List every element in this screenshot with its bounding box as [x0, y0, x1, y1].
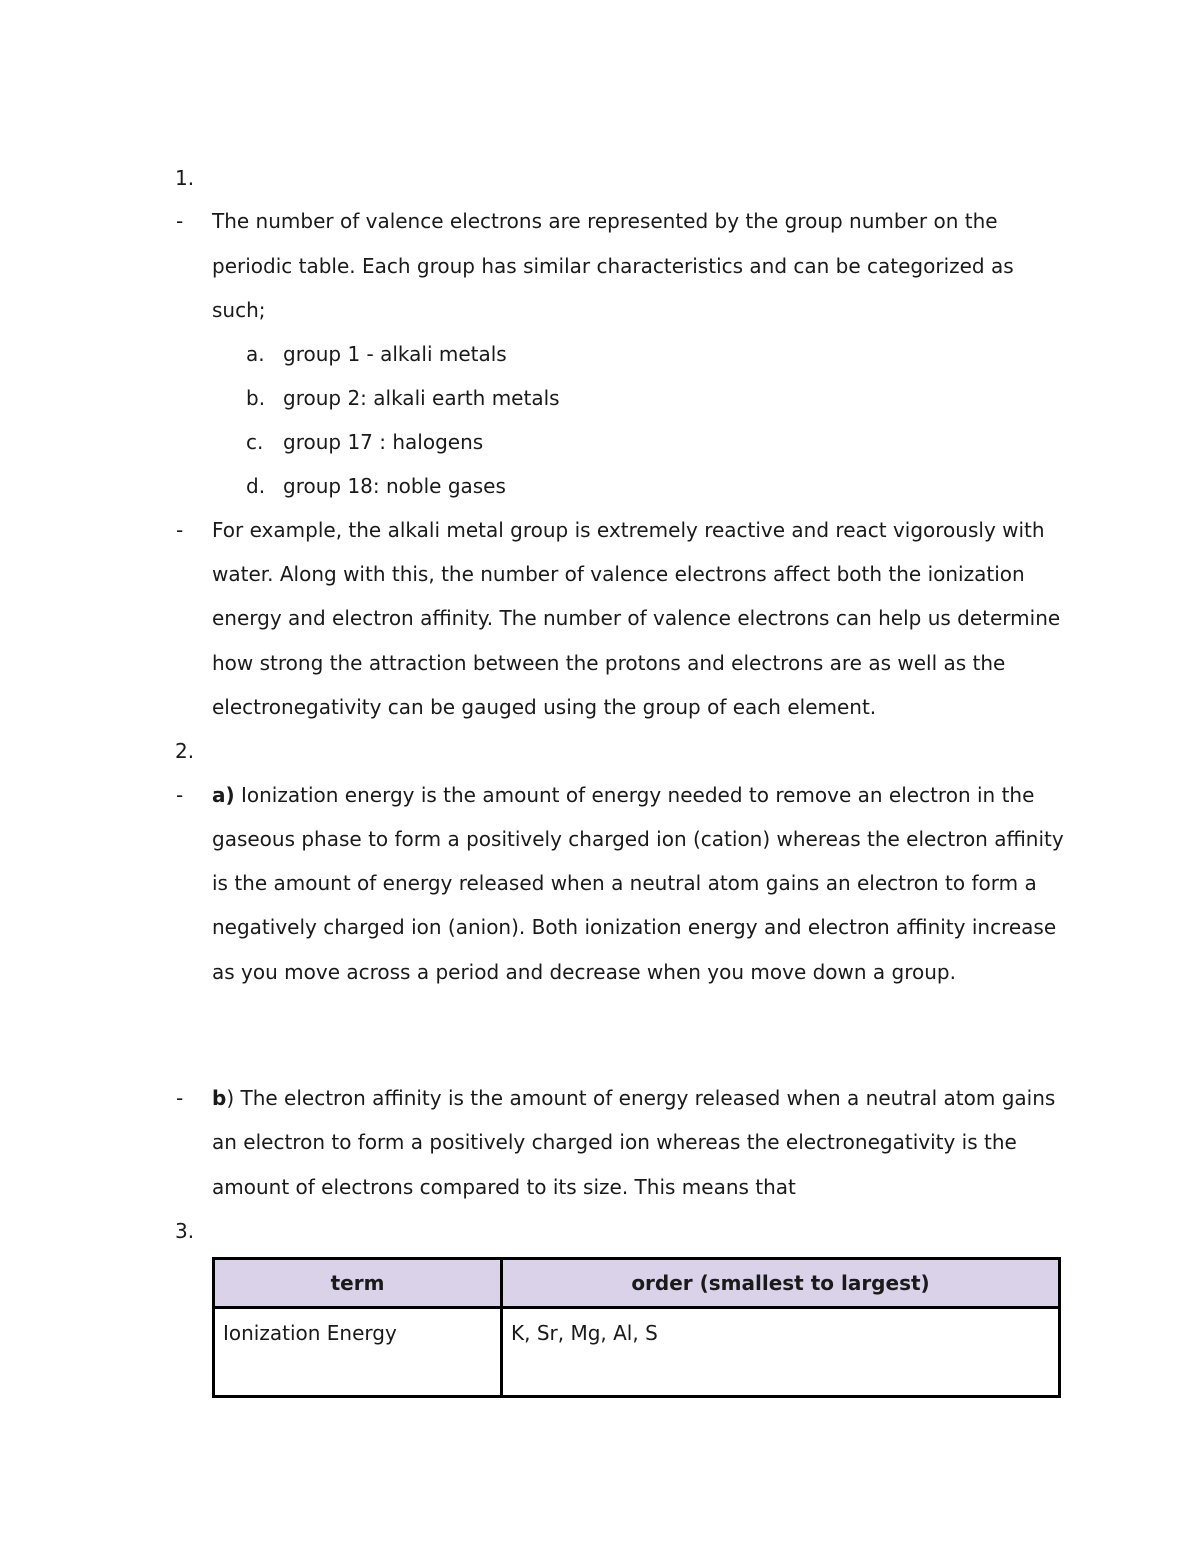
table-header-cell: order (smallest to largest)	[502, 1259, 1060, 1308]
q1-para2-line-1: For example, the alkali metal group is extremely reactive and react vigorously with	[212, 518, 1045, 542]
group-list-item: group 17 : halogens	[283, 430, 484, 454]
q2b-line-3: amount of electrons compared to its size. This means that	[212, 1175, 796, 1199]
q1-para2-line-2: water. Along with this, the number of valence electrons affect both the ionization	[212, 562, 1025, 586]
q2a-line-5: as you move across a period and decrease when you move down a group.	[212, 960, 956, 984]
table-header-cell: term	[214, 1259, 502, 1308]
order-table	[212, 1257, 1061, 1398]
table-header-row	[214, 1259, 1060, 1308]
q1-para2-line-5: electronegativity can be gauged using the group of each element.	[212, 695, 877, 719]
q2a-label: a)	[212, 783, 235, 807]
q2a-text: Ionization energy is the amount of energy needed to remove an electron in the	[234, 783, 1035, 807]
q2b-line-2: an electron to form a positively charged ion whereas the electronegativity is the	[212, 1130, 1017, 1154]
bullet-dash: -	[176, 783, 184, 807]
question-2-number: 2.	[175, 739, 195, 763]
q2a-line-4: negatively charged ion (anion). Both ionization energy and electron affinity increase	[212, 915, 1057, 939]
table-row	[214, 1308, 1060, 1397]
q2a-line-3: is the amount of energy released when a neutral atom gains an electron to form a	[212, 871, 1037, 895]
q2a-line-1	[212, 781, 1034, 809]
bullet-dash: -	[176, 518, 184, 542]
group-list-item: group 18: noble gases	[283, 474, 506, 498]
bullet-dash: -	[176, 1086, 184, 1110]
group-list-item: group 2: alkali earth metals	[283, 386, 560, 410]
q1-para2-line-4: how strong the attraction between the protons and electrons are as well as the	[212, 651, 1006, 675]
group-list-letter: b.	[246, 386, 266, 410]
table-cell: K, Sr, Mg, Al, S	[502, 1308, 1060, 1397]
group-list-letter: a.	[246, 342, 265, 366]
bullet-dash: -	[176, 209, 184, 233]
question-1-number: 1.	[175, 166, 195, 190]
q2b-text: ) The electron affinity is the amount of energy released when a neutral atom gains	[226, 1086, 1056, 1110]
q2b-label: b	[212, 1086, 227, 1110]
group-list-letter: d.	[246, 474, 266, 498]
q1-para1-line-3: such;	[212, 298, 266, 322]
group-list-item: group 1 - alkali metals	[283, 342, 507, 366]
group-list-letter: c.	[246, 430, 264, 454]
q1-para2-line-3: energy and electron affinity. The number of valence electrons can help us determine	[212, 606, 1061, 630]
q1-para1-line-1: The number of valence electrons are represented by the group number on the	[212, 209, 998, 233]
q1-para1-line-2: periodic table. Each group has similar characteristics and can be categorized as	[212, 254, 1014, 278]
q2b-line-1	[212, 1084, 1055, 1112]
q2a-line-2: gaseous phase to form a positively charged ion (cation) whereas the electron affinity	[212, 827, 1064, 851]
question-3-number: 3.	[175, 1219, 195, 1243]
table-cell: Ionization Energy	[214, 1308, 502, 1397]
